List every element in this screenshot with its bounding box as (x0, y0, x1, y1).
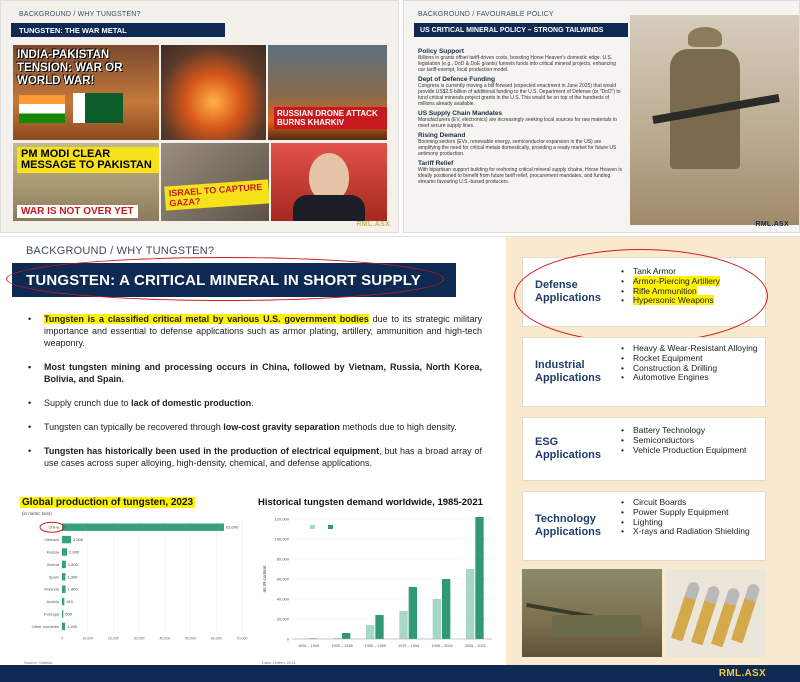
value-label: 3,500 (73, 537, 84, 543)
bar (375, 615, 383, 639)
bold-text: lack of domestic production (131, 398, 252, 408)
x-tick-label: 30,000 (133, 636, 145, 641)
highlighted-text: Tungsten is a classified critical metal by various U.S. government bodies (44, 314, 369, 324)
brand-logo: RML.ASX (356, 221, 390, 228)
list-item: • Rocket Equipment (621, 354, 761, 364)
bar (433, 599, 441, 639)
x-tick-label: 1891 – 1905 (298, 644, 320, 648)
category-label: Rwanda (44, 586, 59, 592)
category-label: Portugal (44, 611, 59, 617)
bar (399, 611, 407, 639)
section-text: Manufacturers (EV, electronics) are increasingly seeking local sources for raw materials to meet secure supply lines. (418, 117, 618, 129)
y-tick-label: 20,000 (276, 616, 289, 622)
x-tick-label: 1960 – 1969 (364, 644, 386, 648)
list-item: • Automotive Engines (621, 373, 761, 383)
list-item: • Battery Technology (621, 426, 761, 436)
section-text: With bipartisan support building for reshoring critical mineral supply chains, Horse Heaven is ideally positioned to benefit from future tariff relief, procurement mandates, and funding streams favouring U.S.-based producers. (418, 167, 622, 185)
bullet-item (26, 445, 482, 469)
chart-subtitle: (in metric tons) (22, 511, 52, 516)
news-tile-putin (271, 143, 387, 221)
x-tick-label: 1905 – 1938 (331, 644, 353, 648)
bullet-list (26, 313, 482, 481)
tile-footer: WAR IS NOT OVER YET (17, 205, 138, 218)
red-annotation-circle (514, 249, 768, 343)
portrait-suit (293, 195, 365, 221)
industrial-card (522, 337, 766, 407)
x-tick-label: 1975 – 1994 (398, 644, 420, 648)
card-list (621, 344, 761, 383)
bar (466, 569, 474, 639)
section-heading: Policy Support (418, 48, 464, 55)
chart-title: Historical tungsten demand worldwide, 1985-2021 (258, 497, 483, 508)
list-item: • Construction & Drilling (621, 364, 761, 374)
bar (62, 598, 64, 605)
highlighted-text: Rifle Ammunition (633, 285, 697, 296)
list-item: • Power Supply Equipment (621, 508, 761, 518)
list-item: • Lighting (621, 518, 761, 528)
chart-title: Global production of tungsten, 2023 (22, 497, 194, 508)
value-label: 2,000 (69, 549, 80, 555)
value-label: 500 (65, 611, 72, 617)
card-list (621, 498, 761, 537)
x-tick-label: 10,000 (82, 636, 94, 641)
tile-tag: ISRAEL TO CAPTURE GAZA? (164, 179, 269, 210)
bar (62, 524, 224, 531)
policy-sections (418, 45, 624, 185)
highlighted-text: Armor-Piercing Artillery (633, 275, 720, 286)
demand-bar-chart (258, 511, 498, 659)
news-tile-modi (13, 143, 159, 221)
footer-bar (0, 665, 800, 682)
bullet-text: , but has a broad array of use cases across super alloying, high-density, chemical, and defense applications. (44, 446, 482, 468)
technology-card (522, 491, 766, 561)
bar (62, 586, 66, 593)
highlighted-text: Hypersonic Weapons (633, 295, 714, 306)
bullet-item (26, 397, 482, 409)
critical-mineral-slide (0, 236, 800, 682)
production-chart (20, 497, 256, 665)
section-text: Billions in grants offset tariff-driven costs, boosting Horse Heaven's domestic edge. U.S. legislation (e.g., DoD & DoE grants) funnels funds into critical mineral projects, enhancing our tariff-exempt, local production model. (418, 55, 616, 73)
legend-swatch (328, 525, 333, 529)
x-tick-label: 0 (61, 636, 63, 641)
card-label: ESG Applications (535, 436, 602, 461)
production-bar-chart (20, 517, 256, 657)
list-item: • Circuit Boards (621, 498, 761, 508)
category-label: Austria (46, 599, 59, 605)
bold-text: Tungsten has historically been used in the production of electrical equipment (44, 446, 380, 456)
y-tick-label: 80,000 (276, 556, 289, 562)
x-tick-label: 70,000 (236, 636, 248, 641)
x-tick-label: 60,000 (210, 636, 222, 641)
bullet-text: Tungsten can typically be recovered through (44, 422, 224, 432)
bar (442, 579, 450, 639)
bar (475, 517, 483, 639)
legend-swatch (310, 525, 315, 529)
slide-title: US CRITICAL MINERAL POLICY – STRONG TAILWINDS (414, 23, 628, 37)
demand-chart (258, 497, 498, 665)
card-label: Defense Applications (535, 279, 602, 304)
ammunition-photo (666, 569, 766, 657)
bold-text: low-cost gravity separation (223, 422, 340, 432)
y-tick-label: 40,000 (276, 596, 289, 602)
news-collage (13, 45, 387, 221)
tile-tag: RUSSIAN DRONE ATTACK BURNS KHARKIV (274, 107, 387, 129)
slide-title: TUNGSTEN: THE WAR METAL (11, 23, 225, 37)
breadcrumb: BACKGROUND / WHY TUNGSTEN? (19, 11, 141, 18)
pakistan-flag-icon (73, 93, 123, 123)
soldier-photo (630, 15, 800, 225)
value-label: 63,000 (226, 524, 239, 530)
breadcrumb: BACKGROUND / FAVOURABLE POLICY (418, 11, 554, 18)
bullet-text: Most tungsten mining and processing occurs in China, followed by Vietnam, Russia, North Korea, Bolivia, and Spain. (44, 362, 482, 384)
military-photos (522, 569, 766, 657)
bullet-item (26, 361, 482, 385)
value-label: 1,200 (67, 623, 78, 629)
applications-panel (506, 237, 800, 665)
y-tick-label: 0 (286, 636, 289, 642)
category-label: China (48, 524, 59, 530)
india-flag-icon (19, 95, 65, 123)
y-tick-label: 100,000 (274, 536, 289, 542)
bar (62, 623, 65, 630)
y-tick-label: 60,000 (276, 576, 289, 582)
portrait-face (309, 153, 349, 201)
news-tile-india-pakistan (13, 45, 159, 140)
value-label: 1,300 (67, 574, 78, 580)
bar (62, 573, 65, 580)
x-tick-label: 40,000 (159, 636, 171, 641)
policy-slide (403, 0, 800, 233)
bullet-item (26, 313, 482, 349)
chart-source: Source: Statista (24, 660, 53, 665)
bar (342, 633, 350, 639)
bar (62, 536, 71, 543)
brand-logo: RML.ASX (755, 221, 789, 228)
value-label: 1,400 (67, 586, 78, 592)
category-label: Bolivia (47, 561, 59, 567)
value-label: 1,500 (67, 561, 78, 567)
category-label: Russia (46, 549, 59, 555)
bar (62, 548, 67, 555)
category-label: Spain (48, 574, 59, 580)
news-tile-kharkiv (268, 45, 387, 140)
x-tick-label: 1995 – 2004 (431, 644, 453, 648)
bar (62, 561, 66, 568)
war-metal-slide (0, 0, 399, 233)
list-item: • Vehicle Production Equipment (621, 446, 761, 456)
section-text: Booming sectors (EVs, renewable energy, semiconductor expansion in the US) are amplifying the need for critical metals domestically, providing a ready market for future US antimony production. (418, 139, 617, 157)
slide-title: TUNGSTEN: A CRITICAL MINERAL IN SHORT SUPPLY (12, 263, 456, 297)
section-heading: Rising Demand (418, 132, 466, 139)
card-list (621, 426, 761, 455)
tank-hull-shape (552, 615, 642, 637)
y-axis-label: mt W-content (262, 565, 267, 593)
esg-card (522, 417, 766, 481)
chart-source: Data: Leiden, 2021 (262, 660, 296, 665)
bar (62, 610, 63, 617)
bar (366, 625, 374, 639)
news-tile-gaza (161, 143, 269, 221)
bullet-item (26, 421, 482, 433)
tank-photo (522, 569, 662, 657)
x-tick-label: 50,000 (185, 636, 197, 641)
bar (409, 587, 417, 639)
x-tick-label: 20,000 (107, 636, 119, 641)
section-heading: Tariff Relief (418, 160, 454, 167)
list-item: • Heavy & Wear-Resistant Alloying (621, 344, 761, 354)
x-tick-label: 2005 – 2021 (464, 644, 486, 648)
tile-headline: INDIA-PAKISTAN TENSION: WAR OR WORLD WAR! (17, 49, 123, 87)
section-heading: Dept of Defence Funding (418, 76, 495, 83)
bullet-text: methods due to high density. (339, 422, 457, 432)
red-annotation-circle (6, 257, 444, 301)
breadcrumb: BACKGROUND / WHY TUNGSTEN? (26, 245, 215, 257)
list-item: • Semiconductors (621, 436, 761, 446)
y-tick-label: 120,000 (274, 516, 289, 522)
bullet-text: . (251, 398, 254, 408)
bullet-text: Supply crunch due to (44, 398, 132, 408)
tile-headline: PM MODI CLEAR MESSAGE TO PAKISTAN (17, 147, 159, 173)
section-heading: US Supply Chain Mandates (418, 110, 503, 117)
category-label: Other countries (31, 623, 59, 629)
helmet-shape (688, 27, 722, 47)
bullet-text: due to its strategic military importance and essential to defense applications such as armor plating, artillery, ammunition and high-tech weaponry. (44, 314, 482, 348)
card-label: Industrial Applications (535, 359, 602, 384)
brand-logo: RML.ASX (718, 668, 766, 679)
list-item: • X-rays and Radiation Shielding (621, 527, 761, 537)
news-tile-explosion (161, 45, 266, 140)
value-label: 910 (66, 599, 74, 605)
section-text: Congress is currently moving a bill forward (expected enactment in June 2025) that would provide US$2.5 billion of additional funding to the U.S. Department of Defense (or "DoD") to fund critical minerals project grants in the U.S. This would be on top of the hundreds of millions already available. (418, 83, 621, 107)
card-label: Technology Applications (535, 513, 602, 538)
list-item: • Tank Armor (621, 267, 761, 277)
category-label: Vietnam (44, 537, 59, 543)
